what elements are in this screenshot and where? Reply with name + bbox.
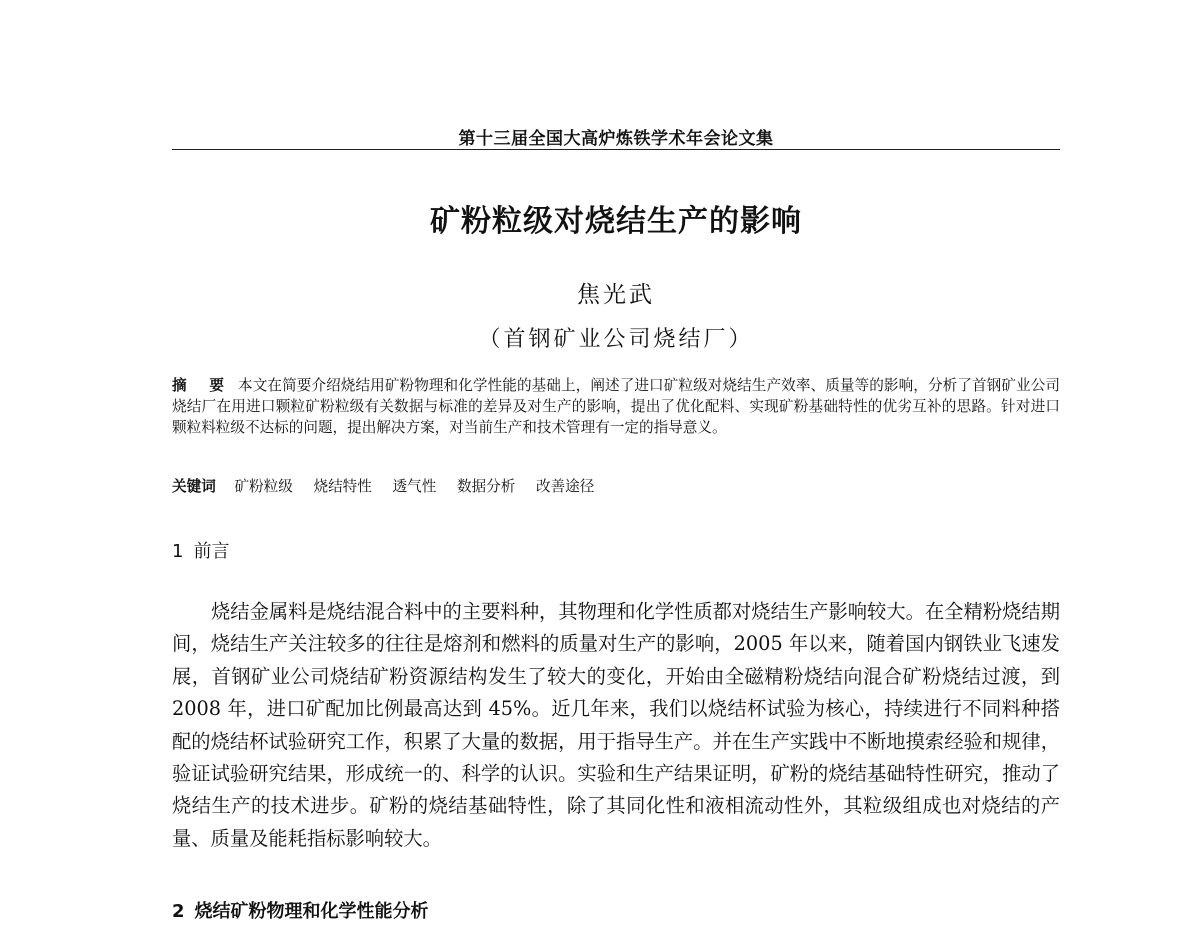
section-number: 2 (172, 901, 185, 922)
running-header: 第十三届全国大高炉炼铁学术年会论文集 (458, 129, 774, 149)
keyword: 烧结特性 (313, 478, 372, 495)
section-heading-introduction (172, 537, 229, 563)
author-affiliation: （首钢矿业公司烧结厂） (478, 327, 754, 352)
introduction-paragraph: 烧结金属料是烧结混合料中的主要料种，其物理和化学性质都对烧结生产影响较大。在全精粉烧结期间，烧结生产关注较多的往往是熔剂和燃料的质量对生产的影响，2005 年以来，随着国内钢铁业飞速发展，首钢矿业公司烧结矿粉资源结构发生了较大的变化，开始由全磁精粉烧结向混合矿粉烧结过渡，到 2008 年，进口矿配加比例最高达到 45%。近几年来，我们以烧结杯试验为核心，持续进行不同料种搭配的烧结杯试验研究工作，积累了大量的数据，用于指导生产。并在生产实践中不断地摸索经验和规律，验证试验研究结果，形成统一的、科学的认识。实验和生产结果证明，矿粉的烧结基础特性研究，推动了烧结生产的技术进步。矿粉的烧结基础特性，除了其同化性和液相流动性外，其粒级组成也对烧结的产量、质量及能耗指标影响较大。 (172, 600, 1060, 850)
section-title: 前言 (193, 541, 230, 562)
keyword: 数据分析 (456, 478, 516, 495)
keywords (172, 476, 1060, 497)
keyword: 透气性 (392, 478, 437, 495)
section-number: 1 (172, 541, 184, 562)
section-heading-properties (172, 897, 429, 923)
section-title: 烧结矿粉物理和化学性能分析 (194, 901, 429, 922)
header-rule (172, 149, 1060, 150)
abstract-label: 摘 要 (172, 377, 229, 394)
keyword: 改善途径 (535, 478, 595, 495)
paper-title: 矿粉粒级对烧结生产的影响 (430, 204, 802, 239)
keywords-label: 关键词 (172, 478, 216, 495)
author-name: 焦光武 (577, 282, 655, 308)
abstract (172, 375, 1060, 438)
keyword: 矿粉粒级 (234, 478, 293, 495)
abstract-text: 本文在简要介绍烧结用矿粉物理和化学性能的基础上，阐述了进口矿粒级对烧结生产效率、质量等的影响，分析了首钢矿业公司烧结厂在用进口颗粒矿粉粒级有关数据与标准的差异及对生产的影响，提出了优化配料、实现矿粉基础特性的优劣互补的思路。针对进口颗粒料粒级不达标的问题，提出解决方案，对当前生产和技术管理有一定的指导意义。 (172, 377, 1060, 436)
